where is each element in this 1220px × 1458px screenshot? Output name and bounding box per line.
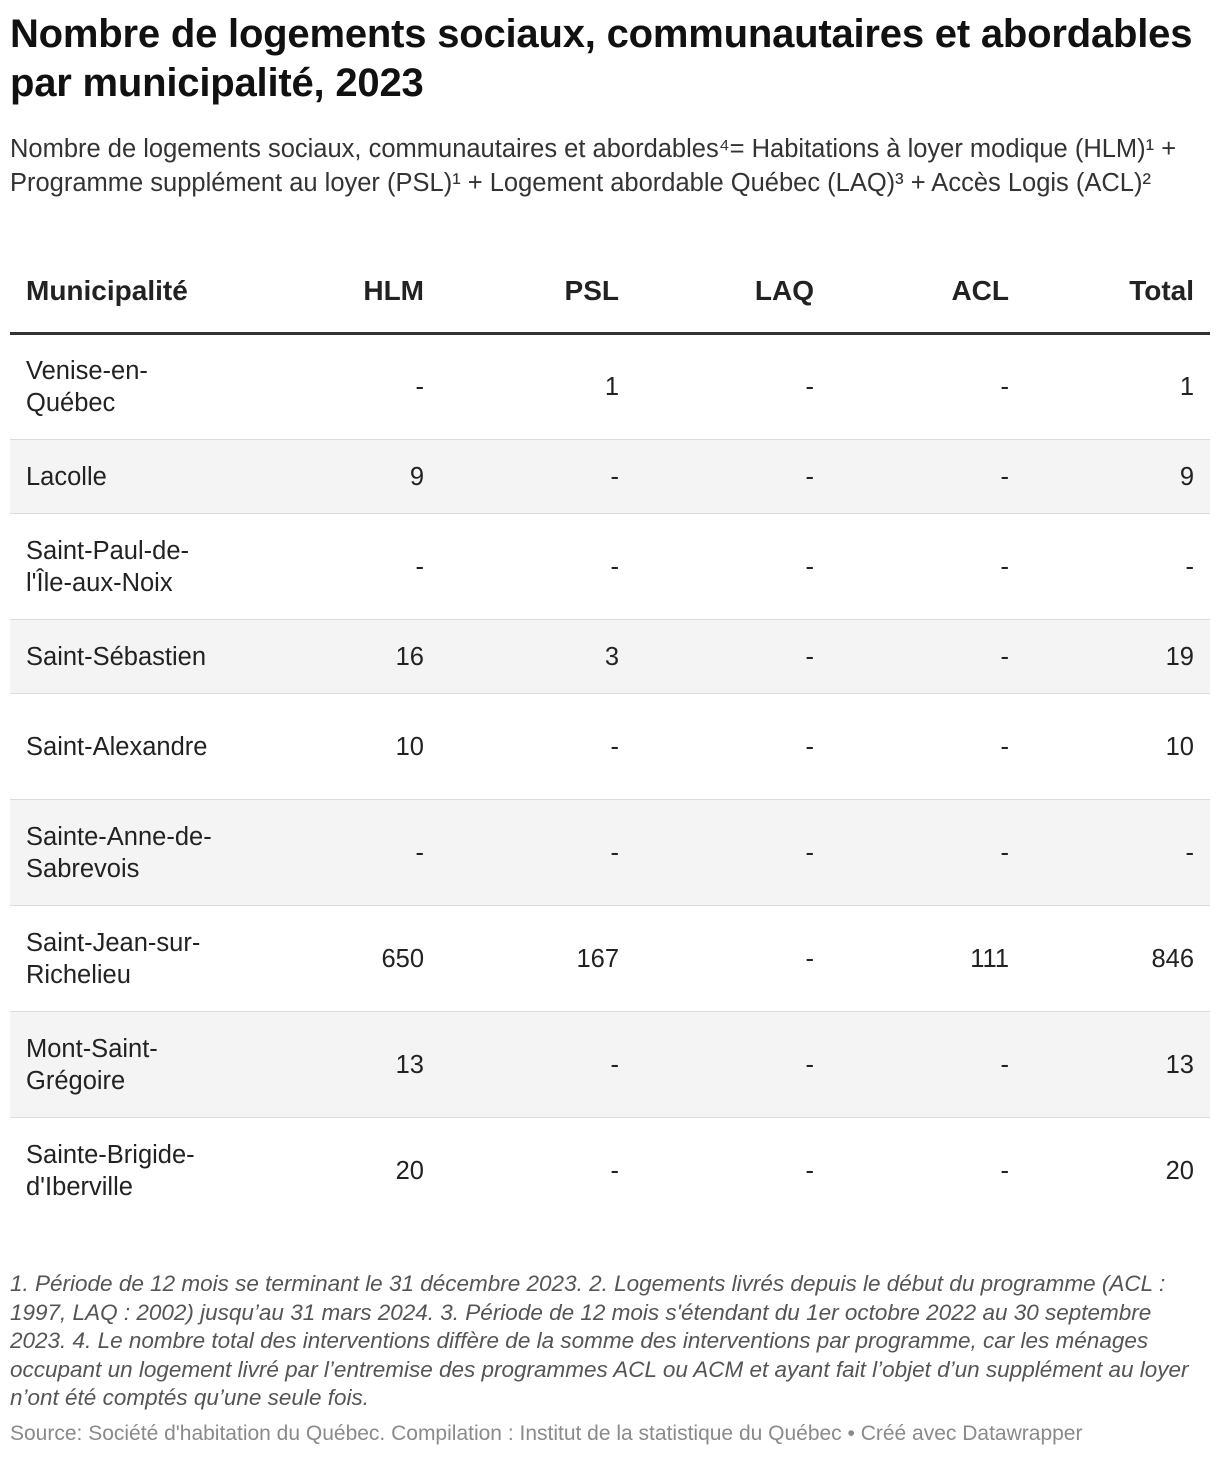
hlm-cell: - [250,514,440,620]
hlm-cell: 13 [250,1012,440,1118]
total-cell: 1 [1025,334,1210,440]
chart-notes: 1. Période de 12 mois se terminant le 31 décembre 2023. 2. Logements livrés depuis le début du programme (ACL : 1997, LAQ : 2002) jusqu’au 31 mars 2024. 3. Période de 12 mois s'étendant du 1er octobre 2022 au 30 septembre 2023. 4. Le nombre total des interventions diffère de la somme des interventions par programme, car les ménages occupant un logement livré par l’entremise des programmes ACL ou ACM et ayant fait l’objet d’un supplément au loyer n’ont été comptés qu’une seule fois. [10,1271,1189,1410]
municipality-cell: Saint-Sébastien [10,620,250,694]
municipality-cell: Venise-en-Québec [10,334,250,440]
psl-cell: 3 [440,620,635,694]
laq-cell: - [635,620,830,694]
hlm-cell: - [250,800,440,906]
table-row [10,514,1210,620]
acl-cell: - [830,440,1025,514]
table-row [10,906,1210,1012]
table-header-row [10,250,1210,334]
chart-container [10,10,1210,1224]
laq-cell: - [635,800,830,906]
total-cell: 13 [1025,1012,1210,1118]
acl-cell: - [1000,1156,1009,1185]
table-row [10,800,1210,906]
total-cell: - [1025,800,1210,906]
psl-cell: - [440,1012,635,1118]
municipality-cell: Lacolle [10,440,250,514]
municipality-cell: Saint-Jean-sur-Richelieu [10,906,250,1012]
municipality-cell: Sainte-Anne-de-Sabrevois [10,800,250,906]
laq-cell: - [635,1012,830,1118]
municipality-cell: Sainte-Brigide-d'Iberville [26,1140,195,1201]
municipality-cell: Saint-Alexandre [10,694,250,800]
psl-cell: - [440,800,635,906]
table-row [10,1012,1210,1118]
hlm-cell: 9 [250,440,440,514]
total-cell: 9 [1025,440,1210,514]
column-header-municipalite[interactable]: Municipalité [10,250,250,334]
laq-cell: - [635,514,830,620]
total-cell: 10 [1025,694,1210,800]
laq-cell: - [805,1156,814,1185]
acl-cell: 111 [830,906,1025,1012]
laq-cell: - [635,906,830,1012]
acl-cell: - [830,620,1025,694]
laq-cell: - [635,694,830,800]
column-header-acl[interactable]: ACL [830,250,1025,334]
total-cell: 20 [1165,1156,1194,1185]
municipality-cell: Saint-Paul-de-l'Île-aux-Noix [10,514,250,620]
laq-cell: - [635,334,830,440]
psl-cell: - [440,514,635,620]
column-header-psl[interactable]: PSL [440,250,635,334]
municipality-cell: Mont-Saint-Grégoire [10,1012,250,1118]
acl-cell: - [830,1012,1025,1118]
hlm-cell: 10 [250,694,440,800]
acl-cell: - [830,694,1025,800]
table-row [10,694,1210,800]
total-cell: 846 [1025,906,1210,1012]
table-row [10,440,1210,514]
psl-cell: 1 [440,334,635,440]
table-row [10,1118,1210,1224]
hlm-cell: 650 [250,906,440,1012]
hlm-cell: 20 [395,1156,424,1185]
psl-cell: - [610,1156,619,1185]
chart-source: Source: Société d'habitation du Québec. Compilation : Institut de la statistique du Québec • Créé avec Datawrapper [10,1422,1083,1445]
acl-cell: - [830,800,1025,906]
table-row [10,620,1210,694]
chart-subtitle: Nombre de logements sociaux, communautaires et abordables⁴= Habitations à loyer modique (HLM)¹ + Programme supplément au loyer (PSL)¹ + Logement abordable Québec (LAQ)³ + Accès Logis (ACL)² [10,135,1177,197]
data-table [10,250,1210,1224]
hlm-cell: - [250,334,440,440]
acl-cell: - [830,514,1025,620]
column-header-hlm[interactable]: HLM [250,250,440,334]
column-header-total[interactable]: Total [1025,250,1210,334]
total-cell: - [1025,514,1210,620]
psl-cell: - [440,694,635,800]
total-cell: 19 [1025,620,1210,694]
table-row [10,334,1210,440]
chart-title: Nombre de logements sociaux, communautaires et abordables par municipalité, 2023 [10,12,1193,105]
psl-cell: 167 [440,906,635,1012]
column-header-laq[interactable]: LAQ [635,250,830,334]
acl-cell: - [830,334,1025,440]
laq-cell: - [635,440,830,514]
hlm-cell: 16 [250,620,440,694]
psl-cell: - [440,440,635,514]
